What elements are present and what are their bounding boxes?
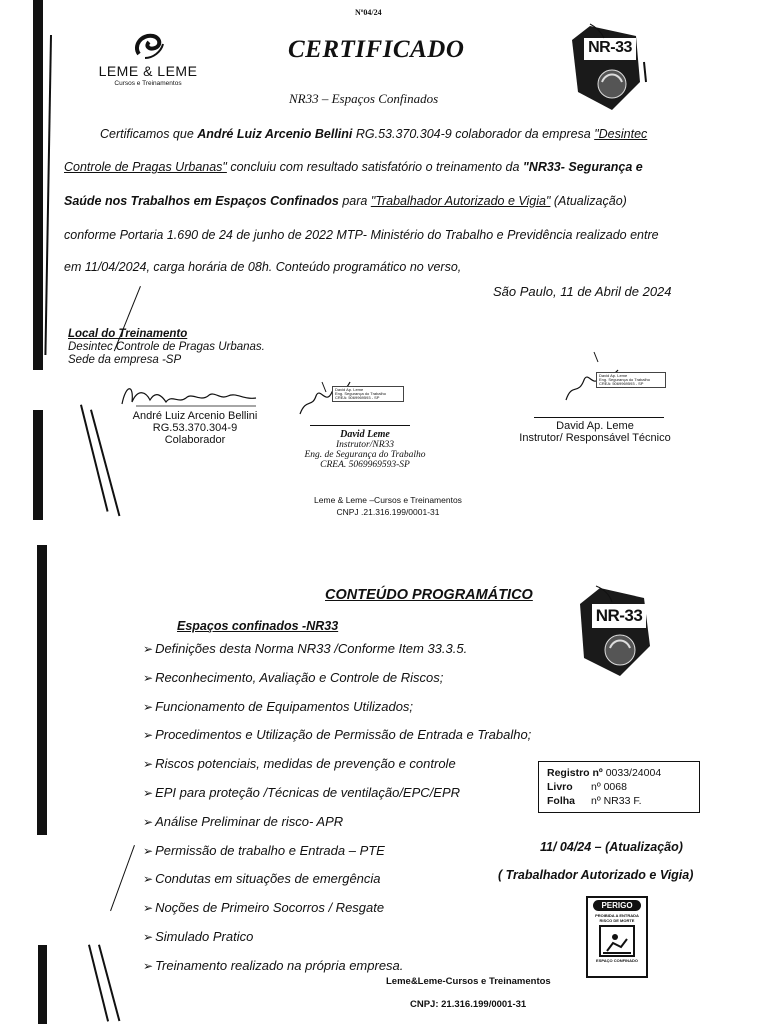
update-tag: (Atualização) bbox=[550, 194, 627, 208]
bullet-icon: ➢ bbox=[143, 901, 154, 916]
nr33-badge-icon bbox=[560, 22, 650, 114]
perigo-line-2: RISCO DE MORTE bbox=[599, 918, 635, 923]
body-intro: Certificamos que bbox=[100, 127, 198, 141]
pen-stroke-2 bbox=[110, 845, 135, 911]
perigo-label: PERIGO bbox=[593, 900, 641, 911]
bullet-icon: ➢ bbox=[143, 872, 154, 887]
body-line-3 bbox=[64, 194, 627, 208]
scan-edge-top-left bbox=[33, 0, 43, 370]
course-name-end: Saúde nos Trabalhos em Espaços Confinados bbox=[64, 194, 339, 208]
update-role: ( Trabalhador Autorizado e Vigia) bbox=[498, 868, 694, 882]
programa-item: ➢ Reconhecimento, Avaliação e Controle de Riscos; bbox=[143, 669, 444, 685]
bullet-icon: ➢ bbox=[143, 785, 154, 800]
livro-row bbox=[547, 780, 699, 794]
training-location bbox=[68, 328, 265, 366]
programa-item: ➢ Noções de Primeiro Socorros / Resgate bbox=[143, 900, 385, 916]
responsible-stamp bbox=[596, 372, 666, 388]
body-line-2 bbox=[64, 160, 643, 174]
responsible-signature-line bbox=[534, 417, 664, 418]
instructor-stamp-title: Eng. Segurança do Trabalho bbox=[335, 391, 386, 396]
body-rg: RG.53.370.304-9 colaborador da empresa bbox=[352, 127, 595, 141]
programa-item: ➢ Riscos potenciais, medidas de prevenção e controle bbox=[143, 756, 456, 772]
programa-item: ➢ EPI para proteção /Técnicas de ventilação/EPC/EPR bbox=[143, 784, 460, 800]
registro-value: 0033/24004 bbox=[605, 767, 662, 779]
bullet-icon: ➢ bbox=[143, 728, 154, 743]
programa-subtitle: Espaços confinados -NR33 bbox=[177, 619, 339, 633]
nr33-badge-bottom bbox=[566, 584, 658, 680]
leme-logo bbox=[88, 32, 208, 87]
footer-cnpj: CNPJ: 21.316.199/0001-31 bbox=[410, 999, 527, 1010]
programa-item: ➢ Funcionamento de Equipamentos Utilizados; bbox=[143, 698, 414, 714]
instructor-name: David Leme bbox=[340, 429, 390, 440]
company-name-start: "Desintec bbox=[594, 127, 648, 141]
programa-item: ➢ Condutas em situações de emergência bbox=[143, 871, 381, 887]
bullet-icon: ➢ bbox=[143, 843, 154, 858]
scan-streak-4 bbox=[88, 945, 109, 1022]
instructor-signature-line bbox=[310, 425, 410, 426]
date-place: São Paulo, 11 de Abril de 2024 bbox=[493, 284, 672, 299]
nr33-badge-text: NR-33 bbox=[588, 39, 632, 56]
location-label: Local do Treinamento bbox=[68, 328, 188, 340]
responsible-text bbox=[500, 420, 690, 444]
company-footer-line-2: CNPJ .21.316.199/0001-31 bbox=[336, 507, 440, 517]
location-line-1: Desintec Controle de Pragas Urbanas. bbox=[68, 341, 265, 353]
bullet-icon: ➢ bbox=[143, 814, 154, 829]
programa-list bbox=[143, 641, 531, 987]
bullet-icon: ➢ bbox=[143, 670, 154, 685]
body-line-4: conforme Portaria 1.690 de 24 de junho de 2022 MTP- Ministério do Trabalho e Previdência realizado entre bbox=[64, 228, 659, 242]
nr33-badge-top bbox=[560, 22, 650, 114]
programa-item: ➢ Definições desta Norma NR33 /Conforme Item 33.3.5. bbox=[143, 641, 468, 656]
responsible-stamp-crea: CREA: 5069969593 - SP bbox=[599, 381, 644, 386]
perigo-sign bbox=[586, 896, 648, 978]
folha-row bbox=[547, 794, 699, 808]
programa-item: ➢ Análise Preliminar de risco- APR bbox=[143, 813, 344, 829]
perigo-line-1: PROIBIDA A ENTRADA bbox=[595, 913, 639, 918]
body-result: concluiu com resultado satisfatório o treinamento da bbox=[226, 160, 523, 174]
livro-label: Livro bbox=[547, 781, 573, 793]
leme-logo-icon bbox=[131, 32, 165, 60]
registro-label: Registro nº bbox=[547, 767, 603, 779]
body-line-5: em 11/04/2024, carga horária de 08h. Conteúdo programático no verso, bbox=[64, 260, 462, 274]
student-signature-rg: RG.53.370.304-9 bbox=[152, 422, 238, 434]
folha-label: Folha bbox=[547, 795, 575, 807]
nr33-badge-text-bottom: NR-33 bbox=[595, 606, 643, 625]
scan-edge-bottom-left bbox=[38, 945, 47, 1024]
logo-name: LEME & LEME bbox=[98, 63, 198, 79]
responsible-stamp-name: David Ap. Leme bbox=[599, 373, 628, 378]
signature-student bbox=[110, 382, 280, 446]
logo-subtitle: Cursos e Treinamentos bbox=[114, 80, 182, 87]
instructor-stamp-name: David Ap. Leme bbox=[335, 387, 364, 392]
instructor-stamp-crea: CREA: 5069969593 - SP bbox=[335, 395, 380, 400]
instructor-role: Instrutor/NR33 bbox=[335, 440, 395, 450]
instructor-text bbox=[290, 429, 440, 470]
programa-title: CONTEÚDO PROGRAMÁTICO bbox=[325, 587, 533, 603]
perigo-bottom: ESPAÇO CONFINADO bbox=[596, 958, 638, 963]
student-signature-scribble bbox=[116, 382, 266, 410]
scan-streak-5 bbox=[98, 944, 120, 1021]
instructor-title: Eng. de Segurança do Trabalho bbox=[304, 450, 426, 460]
body-para: para bbox=[338, 194, 371, 208]
company-name-end: Controle de Pragas Urbanas" bbox=[64, 160, 227, 174]
bullet-icon: ➢ bbox=[143, 642, 154, 656]
certificate-title: CERTIFICADO bbox=[288, 36, 465, 63]
student-signature-role: Colaborador bbox=[164, 434, 226, 446]
programa-item: ➢ Simulado Pratico bbox=[143, 928, 254, 944]
certificate-number: Nº04/24 bbox=[355, 8, 382, 17]
company-footer-line-1: Leme & Leme –Cursos e Treinamentos bbox=[314, 495, 462, 505]
body-line-1 bbox=[100, 127, 647, 141]
student-signature-name: André Luiz Arcenio Bellini bbox=[132, 410, 258, 422]
scan-streak-1 bbox=[44, 35, 52, 355]
location-line-2: Sede da empresa -SP bbox=[68, 354, 182, 366]
programa-item: ➢ Permissão de trabalho e Entrada – PTE bbox=[143, 842, 385, 858]
folha-value: nº NR33 F. bbox=[591, 795, 642, 807]
footer-company: Leme&Leme-Cursos e Treinamentos bbox=[386, 976, 551, 987]
registro-box bbox=[538, 761, 700, 813]
programa-item: ➢ Treinamento realizado na própria empresa. bbox=[143, 957, 404, 973]
scan-edge-mid-left bbox=[33, 410, 43, 520]
certificate-subtitle: NR33 – Espaços Confinados bbox=[289, 91, 439, 106]
course-name-start: "NR33- Segurança e bbox=[522, 160, 643, 174]
livro-value: nº 0068 bbox=[591, 781, 627, 793]
role-name: "Trabalhador Autorizado e Vigia" bbox=[370, 194, 551, 208]
scan-edge-lower-left bbox=[37, 545, 47, 835]
nr33-badge-icon bbox=[566, 584, 658, 680]
bullet-icon: ➢ bbox=[143, 699, 154, 714]
responsible-name: David Ap. Leme bbox=[556, 420, 634, 432]
update-date: 11/ 04/24 – (Atualização) bbox=[540, 840, 683, 854]
bullet-icon: ➢ bbox=[143, 958, 154, 973]
instructor-crea: CREA. 5069969593-SP bbox=[320, 460, 410, 470]
company-footer bbox=[268, 495, 508, 517]
programa-item: ➢ Procedimentos e Utilização de Permissão de Entrada e Trabalho; bbox=[143, 727, 532, 743]
responsible-role: Instrutor/ Responsável Técnico bbox=[519, 432, 671, 444]
responsible-stamp-title: Eng. Segurança do Trabalho bbox=[599, 377, 650, 382]
student-name: André Luiz Arcenio Bellini bbox=[197, 127, 353, 141]
registro-row bbox=[547, 766, 699, 780]
bullet-icon: ➢ bbox=[143, 757, 154, 772]
instructor-stamp bbox=[332, 386, 404, 402]
bullet-icon: ➢ bbox=[143, 929, 154, 944]
confined-space-icon bbox=[599, 925, 635, 957]
